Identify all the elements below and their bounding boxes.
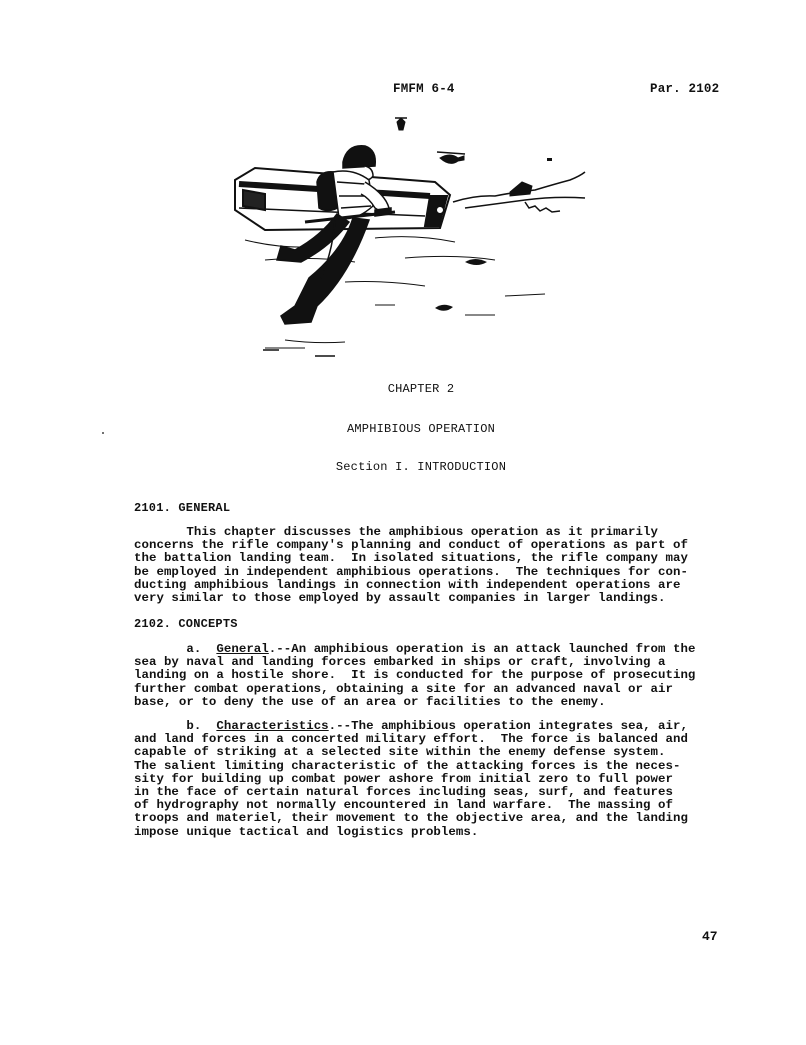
section-heading-2101: 2101. GENERAL [134,501,231,515]
page-number: 47 [702,929,718,944]
text-line: .--An amphibious operation is an attack launched from the [268,642,696,656]
scan-speck [102,432,104,434]
section-heading-2102: 2102. CONCEPTS [134,617,238,631]
chapter-title: AMPHIBIOUS OPERATION [346,422,496,436]
text-line: This chapter discusses the amphibious operation as it primarily [134,525,658,539]
paragraph-2101 [134,526,724,605]
text-line: impose unique tactical and logistics problems. [134,824,479,839]
text-line: further combat operations, obtaining a site for an advanced naval or air [134,681,673,696]
text-line: sea by naval and landing forces embarked in ships or craft, involving a [134,655,666,670]
text-line: The salient limiting characteristic of the attacking forces is the neces- [134,758,681,773]
text-line: be employed in independent amphibious operations. The techniques for con- [134,564,688,579]
text-line: base, or to deny the use of an area or facilities to the enemy. [134,694,606,709]
text-line: capable of striking at a selected site within the enemy defense system. [134,745,666,760]
ground-marks-icon [263,350,335,356]
subpara-label: a. [186,642,202,656]
text-line: the battalion landing team. In isolated situations, the rifle company may [134,551,688,566]
text-line: in the face of certain natural forces including seas, surf, and features [134,785,673,800]
text-line: concerns the rifle company's planning and conduct of operations as part of [134,538,688,553]
text-line: and land forces in a concerted military effort. The force is balanced and [134,732,688,747]
subparagraph-general [134,643,724,709]
text-line: very similar to those employed by assault companies in larger landings. [134,591,666,606]
text-line: ducting amphibious landings in connection with independent operations are [134,577,681,592]
shore-vehicle-icon [510,182,532,196]
text-line: sity for building up combat power ashore from initial zero to full power [134,771,673,786]
helicopter-far-icon [547,158,552,161]
debris-icon [435,259,487,311]
helicopter-icon [437,152,465,163]
subpara-title: Characteristics [216,719,329,733]
subpara-label: b. [186,719,202,733]
manual-id: FMFM 6-4 [393,82,455,96]
section-title: Section I. INTRODUCTION [335,460,507,474]
text-line: troops and materiel, their movement to the objective area, and the landing [134,811,688,826]
chapter-number: CHAPTER 2 [387,382,455,396]
helicopter-small-icon [395,118,407,130]
shoreline-icon [453,172,585,212]
subpara-title: General [216,642,269,656]
text-line: landing on a hostile shore. It is conducted for the purpose of prosecuting [134,668,696,683]
marine-landing-illustration [225,110,595,360]
text-line: .--The amphibious operation integrates sea, air, [328,719,688,733]
text-line: of hydrography not normally encountered in land warfare. The massing of [134,798,673,813]
subparagraph-characteristics [134,720,724,839]
paragraph-ref: Par. 2102 [650,82,720,96]
